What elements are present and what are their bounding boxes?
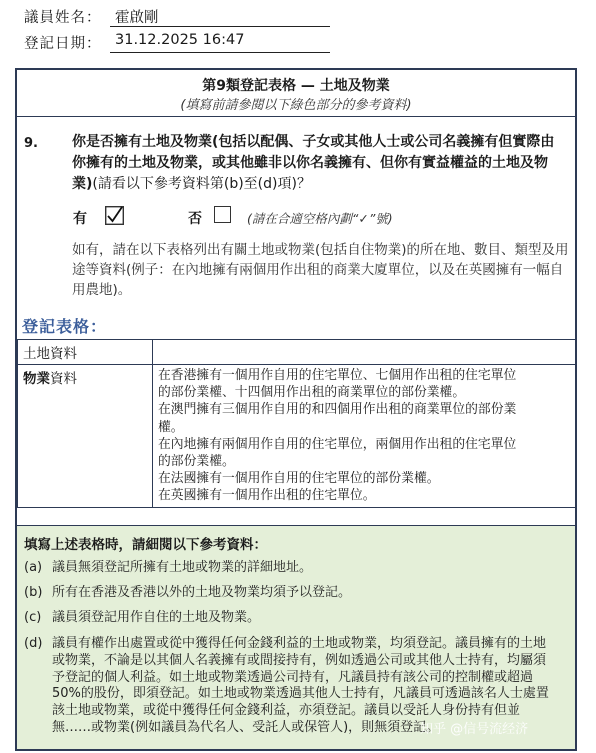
no-checkbox[interactable] bbox=[214, 206, 231, 223]
reference-tag: (b) bbox=[24, 585, 43, 600]
date-underline bbox=[110, 52, 330, 53]
property-line: 在英國擁有一個用作出租的住宅單位。 bbox=[158, 488, 376, 504]
property-line: 在內地擁有兩個用作自用的住宅單位，兩個用作出租的住宅單位 bbox=[158, 436, 517, 452]
member-name-row bbox=[24, 6, 159, 27]
property-lines bbox=[158, 367, 571, 505]
member-name-label: 議員姓名： bbox=[24, 10, 102, 26]
property-line: 的部份業權。 bbox=[158, 454, 235, 470]
property-label-bold: 物業 bbox=[23, 371, 50, 387]
reference-text: 議員有權作出處置或從中獲得任何金錢利益的土地或物業，均須登記。議員擁有的土地或物業，不論是以其個人名義擁有或間接持有，例如透過公司或其他人士持有，均屬須予登記的個人利益。如土地或物業透過公司持有，凡議員持有該公司的控制權或超過50%的股份，即須登記。如土地或物業透過其他人士持有，凡議員可透過該名人士處置該土地或物業，或從中獲得任何金錢利益，亦須登記。議員以受託人身份持有但並無……或物業(例如議員為代名人、受託人或保管人)，則無須登記。 bbox=[52, 636, 549, 735]
land-label: 土地資料 bbox=[18, 340, 153, 365]
yes-checkbox[interactable] bbox=[105, 206, 124, 225]
reference-tag: (a) bbox=[24, 560, 43, 575]
land-row bbox=[18, 340, 577, 365]
property-label-rest: 資料 bbox=[50, 371, 77, 387]
land-value bbox=[153, 340, 577, 365]
property-value bbox=[153, 365, 577, 508]
question-main: 你是否擁有土地及物業(包括以配偶、子女或其他人士或公司名義擁有但實際由你擁有的土地及物業，或其他雖非以你名義擁有、但你有實益權益的土地及物業) bbox=[72, 134, 555, 192]
question-hint: (請看以下參考資料第(b)至(d)項)？ bbox=[92, 176, 311, 192]
form-title: 第9類登記表格 — 土地及物業 bbox=[202, 78, 390, 94]
property-line: 在法國擁有一個用作自用的住宅單位的部份業權。 bbox=[158, 471, 440, 487]
property-label bbox=[18, 365, 153, 508]
reference-title: 填寫上述表格時，請細閱以下參考資料： bbox=[24, 537, 267, 553]
question-text bbox=[72, 132, 567, 195]
property-line: 權。 bbox=[158, 419, 184, 435]
yes-label: 有 bbox=[73, 211, 87, 227]
check-mark-icon bbox=[108, 207, 122, 221]
date-label: 登記日期： bbox=[24, 36, 102, 52]
register-table bbox=[17, 339, 577, 508]
property-line: 的部份業權、十四個用作出租的商業單位的部份業權。 bbox=[158, 385, 466, 401]
member-name-value: 霍啟剛 bbox=[115, 10, 159, 26]
date-row bbox=[24, 32, 245, 53]
form-subtitle: (填寫前請參閱以下綠色部分的參考資料) bbox=[180, 98, 412, 113]
instruction-paragraph: 如有，請在以下表格列出有關土地或物業(包括自住物業)的所在地、數目、類型及用途等資料(例子：在內地擁有兩個用作出租的商業大廈單位，以及在英國擁有一幅自用農地)。 bbox=[72, 242, 569, 298]
register-heading: 登記表格： bbox=[22, 317, 108, 336]
question-number: 9. bbox=[24, 136, 38, 151]
member-name-underline bbox=[110, 26, 330, 27]
reference-tag: (c) bbox=[24, 610, 42, 625]
no-label: 否 bbox=[188, 211, 202, 227]
form-title-band bbox=[17, 70, 575, 117]
form-box bbox=[15, 68, 577, 751]
date-value: 31.12.2025 16:47 bbox=[115, 32, 245, 48]
reference-text: 議員無須登記所擁有土地或物業的詳細地址。 bbox=[52, 560, 313, 575]
watermark: 知乎 @信号流经济 bbox=[420, 722, 529, 737]
reference-tag: (d) bbox=[24, 636, 43, 651]
reference-text: 所有在香港及香港以外的土地及物業均須予以登記。 bbox=[52, 585, 352, 600]
property-line: 在香港擁有一個用作自用的住宅單位、七個用作出租的住宅單位 bbox=[158, 368, 517, 383]
property-line: 在澳門擁有三個用作自用的和四個用作出租的商業單位的部份業 bbox=[158, 402, 517, 418]
property-row bbox=[18, 365, 577, 508]
tick-hint: (請在合適空格內劃“✓”號) bbox=[247, 211, 393, 226]
reference-text: 議員須登記用作自住的土地及物業。 bbox=[52, 610, 261, 625]
